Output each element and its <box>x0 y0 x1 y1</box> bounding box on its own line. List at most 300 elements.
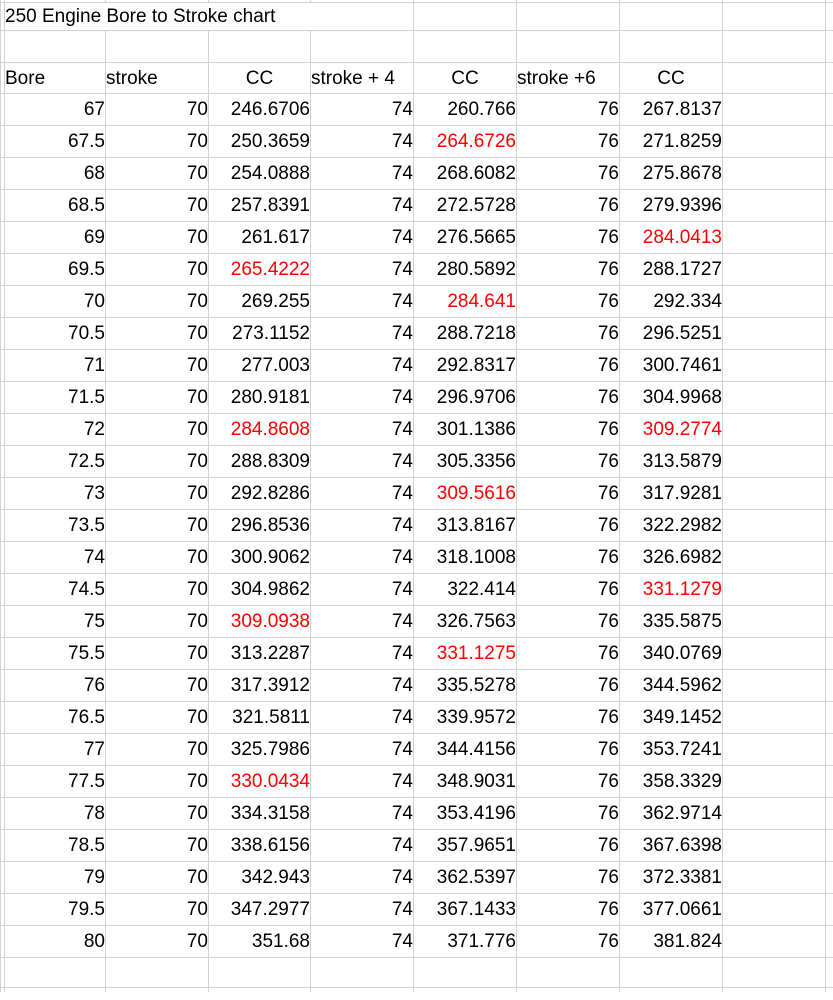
blank-row <box>1 31 833 63</box>
cell[interactable]: 322.2982 <box>620 510 723 542</box>
right-edge-cell <box>826 190 833 222</box>
empty-cell[interactable] <box>311 988 414 993</box>
cell[interactable]: 70 <box>106 190 209 222</box>
empty-cell[interactable] <box>414 3 517 31</box>
table-row <box>1 894 833 926</box>
empty-cell[interactable] <box>723 350 826 382</box>
cell[interactable]: 68 <box>5 158 106 190</box>
cell[interactable]: 381.824 <box>620 926 723 958</box>
empty-cell[interactable] <box>723 926 826 958</box>
right-edge-cell <box>826 478 833 510</box>
empty-cell[interactable] <box>723 798 826 830</box>
cell[interactable]: 246.6706 <box>209 94 311 126</box>
cell[interactable]: 326.6982 <box>620 542 723 574</box>
cell[interactable]: 296.5251 <box>620 318 723 350</box>
table-row <box>1 126 833 158</box>
cell[interactable]: 347.2977 <box>209 894 311 926</box>
cell[interactable]: 74 <box>311 414 414 446</box>
cell[interactable]: 276.5665 <box>414 222 517 254</box>
empty-cell[interactable] <box>723 894 826 926</box>
empty-cell[interactable] <box>723 510 826 542</box>
column-header-stroke4[interactable]: stroke + 4 <box>311 63 414 94</box>
cell[interactable]: 257.8391 <box>209 190 311 222</box>
cell[interactable]: 349.1452 <box>620 702 723 734</box>
empty-cell[interactable] <box>723 158 826 190</box>
cell[interactable]: 74 <box>311 126 414 158</box>
cell[interactable]: 74 <box>311 510 414 542</box>
right-edge-cell <box>826 606 833 638</box>
title-row <box>1 3 833 31</box>
cell[interactable]: 74 <box>5 542 106 574</box>
cell[interactable]: 76 <box>517 638 620 670</box>
empty-cell[interactable] <box>414 958 517 988</box>
right-edge-cell <box>826 94 833 126</box>
cell[interactable]: 335.5278 <box>414 670 517 702</box>
cell[interactable]: 76 <box>517 798 620 830</box>
cell[interactable]: 76 <box>517 478 620 510</box>
cell[interactable]: 339.9572 <box>414 702 517 734</box>
cell[interactable]: 277.003 <box>209 350 311 382</box>
cell[interactable]: 372.3381 <box>620 862 723 894</box>
cell[interactable]: 74 <box>311 350 414 382</box>
empty-cell[interactable] <box>723 382 826 414</box>
cell[interactable]: 74 <box>311 830 414 862</box>
cell[interactable]: 75.5 <box>5 638 106 670</box>
column-header-cc2[interactable]: CC <box>414 63 517 94</box>
right-edge-cell <box>826 350 833 382</box>
column-header-bore[interactable]: Bore <box>5 63 106 94</box>
cell[interactable]: 313.2287 <box>209 638 311 670</box>
cell[interactable]: 284.641 <box>414 286 517 318</box>
cell[interactable]: 273.1152 <box>209 318 311 350</box>
empty-cell[interactable] <box>723 31 826 63</box>
table-row <box>1 382 833 414</box>
cell[interactable]: 71.5 <box>5 382 106 414</box>
cell[interactable]: 76 <box>517 926 620 958</box>
empty-cell[interactable] <box>723 988 826 993</box>
cell[interactable]: 77 <box>5 734 106 766</box>
cell[interactable]: 70 <box>106 94 209 126</box>
right-edge-cell <box>826 446 833 478</box>
cell[interactable]: 331.1275 <box>414 638 517 670</box>
table-row <box>1 158 833 190</box>
right-edge-cell <box>826 894 833 926</box>
cell[interactable]: 76 <box>517 222 620 254</box>
right-edge-cell <box>826 734 833 766</box>
cell[interactable]: 351.68 <box>209 926 311 958</box>
cell[interactable]: 288.8309 <box>209 446 311 478</box>
empty-cell[interactable] <box>723 734 826 766</box>
cell[interactable]: 76 <box>517 414 620 446</box>
empty-cell[interactable] <box>620 31 723 63</box>
empty-cell[interactable] <box>723 606 826 638</box>
empty-cell[interactable] <box>723 702 826 734</box>
cell[interactable]: 70 <box>106 702 209 734</box>
cell[interactable]: 362.9714 <box>620 798 723 830</box>
cell[interactable]: 76 <box>517 382 620 414</box>
cell[interactable]: 74 <box>311 670 414 702</box>
cell[interactable]: 74 <box>311 798 414 830</box>
cell[interactable]: 284.0413 <box>620 222 723 254</box>
table-row <box>1 222 833 254</box>
empty-cell[interactable] <box>723 318 826 350</box>
empty-cell[interactable] <box>414 31 517 63</box>
empty-cell[interactable] <box>106 988 209 993</box>
cell[interactable]: 76 <box>517 702 620 734</box>
cell[interactable]: 76 <box>517 158 620 190</box>
cell[interactable]: 78 <box>5 798 106 830</box>
cell[interactable]: 74 <box>311 254 414 286</box>
table-row <box>1 702 833 734</box>
empty-cell[interactable] <box>723 446 826 478</box>
table-row <box>1 254 833 286</box>
cell[interactable]: 74 <box>311 286 414 318</box>
cell[interactable]: 69.5 <box>5 254 106 286</box>
cell[interactable]: 70 <box>106 158 209 190</box>
cell[interactable]: 74 <box>311 894 414 926</box>
empty-cell[interactable] <box>723 542 826 574</box>
cell[interactable]: 74 <box>311 606 414 638</box>
empty-cell[interactable] <box>723 63 826 94</box>
cell[interactable]: 74 <box>311 190 414 222</box>
empty-cell[interactable] <box>723 638 826 670</box>
cell[interactable]: 272.5728 <box>414 190 517 222</box>
table-row <box>1 830 833 862</box>
cell[interactable]: 70 <box>106 734 209 766</box>
header-row <box>1 63 833 94</box>
cell[interactable]: 67.5 <box>5 126 106 158</box>
cell[interactable]: 357.9651 <box>414 830 517 862</box>
column-header-cc1[interactable]: CC <box>209 63 311 94</box>
empty-cell[interactable] <box>723 830 826 862</box>
cell[interactable]: 70 <box>106 382 209 414</box>
empty-cell[interactable] <box>620 958 723 988</box>
empty-cell[interactable] <box>209 958 311 988</box>
cell[interactable]: 300.7461 <box>620 350 723 382</box>
cell[interactable]: 292.8286 <box>209 478 311 510</box>
column-header-stroke[interactable]: stroke <box>106 63 209 94</box>
cell[interactable]: 309.5616 <box>414 478 517 510</box>
cell[interactable]: 267.8137 <box>620 94 723 126</box>
cell[interactable]: 70 <box>106 286 209 318</box>
cell[interactable]: 70 <box>106 606 209 638</box>
cell[interactable]: 70 <box>106 894 209 926</box>
cell[interactable]: 318.1008 <box>414 542 517 574</box>
cell[interactable]: 305.3356 <box>414 446 517 478</box>
cell[interactable]: 70 <box>106 926 209 958</box>
empty-cell[interactable] <box>620 988 723 993</box>
cell[interactable]: 74 <box>311 734 414 766</box>
cell[interactable]: 76 <box>517 894 620 926</box>
table-row <box>1 414 833 446</box>
cell[interactable]: 76.5 <box>5 702 106 734</box>
cell[interactable]: 321.5811 <box>209 702 311 734</box>
table-row <box>1 190 833 222</box>
cell[interactable]: 70 <box>106 446 209 478</box>
cell[interactable]: 73.5 <box>5 510 106 542</box>
cell[interactable]: 70 <box>106 830 209 862</box>
cell[interactable]: 367.1433 <box>414 894 517 926</box>
cell[interactable]: 331.1279 <box>620 574 723 606</box>
cell[interactable]: 74 <box>311 574 414 606</box>
empty-cell[interactable] <box>723 190 826 222</box>
cell[interactable]: 67 <box>5 94 106 126</box>
cell[interactable]: 301.1386 <box>414 414 517 446</box>
partial-bottom-row <box>1 988 833 993</box>
cell[interactable]: 76 <box>517 286 620 318</box>
cell[interactable]: 344.5962 <box>620 670 723 702</box>
right-edge-cell <box>826 382 833 414</box>
cell[interactable]: 70 <box>106 798 209 830</box>
right-edge-cell <box>826 3 833 31</box>
right-edge-cell <box>826 702 833 734</box>
cell[interactable]: 335.5875 <box>620 606 723 638</box>
cell[interactable]: 358.3329 <box>620 766 723 798</box>
empty-cell[interactable] <box>517 988 620 993</box>
table-row <box>1 94 833 126</box>
cell[interactable]: 70 <box>106 126 209 158</box>
cell[interactable]: 76 <box>517 670 620 702</box>
cell[interactable]: 296.8536 <box>209 510 311 542</box>
table-row <box>1 542 833 574</box>
cell[interactable]: 79 <box>5 862 106 894</box>
cell[interactable]: 76 <box>517 510 620 542</box>
empty-cell[interactable] <box>517 958 620 988</box>
cell[interactable]: 322.414 <box>414 574 517 606</box>
right-edge-cell <box>826 414 833 446</box>
cell[interactable]: 353.4196 <box>414 798 517 830</box>
cell[interactable]: 304.9968 <box>620 382 723 414</box>
cell[interactable]: 76 <box>517 574 620 606</box>
table-row <box>1 606 833 638</box>
cell[interactable]: 275.8678 <box>620 158 723 190</box>
cell[interactable]: 340.0769 <box>620 638 723 670</box>
cell[interactable]: 348.9031 <box>414 766 517 798</box>
cell[interactable]: 75 <box>5 606 106 638</box>
cell[interactable]: 76 <box>517 766 620 798</box>
cell[interactable]: 76 <box>517 862 620 894</box>
empty-cell[interactable] <box>414 988 517 993</box>
right-edge-cell <box>826 222 833 254</box>
cell[interactable]: 288.1727 <box>620 254 723 286</box>
cell[interactable]: 300.9062 <box>209 542 311 574</box>
cell[interactable]: 70 <box>5 286 106 318</box>
empty-cell[interactable] <box>106 958 209 988</box>
cell[interactable]: 309.2774 <box>620 414 723 446</box>
empty-cell[interactable] <box>209 988 311 993</box>
cell[interactable]: 284.8608 <box>209 414 311 446</box>
cell[interactable]: 72 <box>5 414 106 446</box>
cell[interactable]: 76 <box>5 670 106 702</box>
cell[interactable]: 271.8259 <box>620 126 723 158</box>
empty-cell[interactable] <box>723 3 826 31</box>
cell[interactable]: 76 <box>517 606 620 638</box>
cell[interactable]: 317.3912 <box>209 670 311 702</box>
cell[interactable]: 313.8167 <box>414 510 517 542</box>
right-edge-cell <box>826 158 833 190</box>
empty-cell[interactable] <box>723 222 826 254</box>
cell[interactable]: 76 <box>517 126 620 158</box>
cell[interactable]: 70 <box>106 638 209 670</box>
cell[interactable]: 344.4156 <box>414 734 517 766</box>
cell[interactable]: 70.5 <box>5 318 106 350</box>
right-edge-cell <box>826 670 833 702</box>
cell[interactable]: 79.5 <box>5 894 106 926</box>
empty-cell[interactable] <box>723 126 826 158</box>
empty-cell[interactable] <box>209 31 311 63</box>
cell[interactable]: 313.5879 <box>620 446 723 478</box>
cell[interactable]: 73 <box>5 478 106 510</box>
empty-cell[interactable] <box>517 3 620 31</box>
cell[interactable]: 74 <box>311 926 414 958</box>
empty-cell[interactable] <box>723 766 826 798</box>
empty-cell[interactable] <box>723 478 826 510</box>
cell[interactable]: 292.334 <box>620 286 723 318</box>
right-edge-cell <box>826 63 833 94</box>
cell[interactable]: 269.255 <box>209 286 311 318</box>
empty-cell[interactable] <box>723 670 826 702</box>
table-row <box>1 926 833 958</box>
cell[interactable]: 70 <box>106 478 209 510</box>
cell[interactable]: 362.5397 <box>414 862 517 894</box>
cell[interactable]: 70 <box>106 510 209 542</box>
cell[interactable]: 70 <box>106 542 209 574</box>
cell[interactable]: 71 <box>5 350 106 382</box>
cell[interactable]: 74 <box>311 542 414 574</box>
cell[interactable]: 74 <box>311 158 414 190</box>
cell[interactable]: 74 <box>311 638 414 670</box>
cell[interactable]: 76 <box>517 734 620 766</box>
empty-cell[interactable] <box>5 31 106 63</box>
table-row <box>1 638 833 670</box>
column-header-stroke6[interactable]: stroke +6 <box>517 63 620 94</box>
empty-cell[interactable] <box>723 94 826 126</box>
cell[interactable]: 78.5 <box>5 830 106 862</box>
cell[interactable]: 74.5 <box>5 574 106 606</box>
cell[interactable]: 338.6156 <box>209 830 311 862</box>
empty-cell[interactable] <box>311 958 414 988</box>
cell[interactable]: 76 <box>517 350 620 382</box>
cell[interactable]: 68.5 <box>5 190 106 222</box>
cell[interactable]: 254.0888 <box>209 158 311 190</box>
table-row <box>1 734 833 766</box>
cell[interactable]: 326.7563 <box>414 606 517 638</box>
cell[interactable]: 74 <box>311 766 414 798</box>
cell[interactable]: 377.0661 <box>620 894 723 926</box>
empty-cell[interactable] <box>723 254 826 286</box>
cell[interactable]: 292.8317 <box>414 350 517 382</box>
empty-cell[interactable] <box>723 414 826 446</box>
cell[interactable]: 76 <box>517 830 620 862</box>
cell[interactable]: 279.9396 <box>620 190 723 222</box>
cell[interactable]: 74 <box>311 222 414 254</box>
cell[interactable]: 280.9181 <box>209 382 311 414</box>
right-edge-cell <box>826 926 833 958</box>
cell[interactable]: 268.6082 <box>414 158 517 190</box>
cell[interactable]: 70 <box>106 350 209 382</box>
empty-cell[interactable] <box>5 988 106 993</box>
empty-cell[interactable] <box>723 286 826 318</box>
cell[interactable]: 74 <box>311 318 414 350</box>
cell[interactable]: 334.3158 <box>209 798 311 830</box>
cell[interactable]: 260.766 <box>414 94 517 126</box>
empty-cell[interactable] <box>311 31 414 63</box>
empty-cell[interactable] <box>723 574 826 606</box>
cell[interactable]: 296.9706 <box>414 382 517 414</box>
cell[interactable]: 70 <box>106 862 209 894</box>
cell[interactable]: 70 <box>106 222 209 254</box>
table-row <box>1 798 833 830</box>
cell[interactable]: 80 <box>5 926 106 958</box>
empty-cell[interactable] <box>106 31 209 63</box>
cell[interactable]: 250.3659 <box>209 126 311 158</box>
empty-cell[interactable] <box>5 958 106 988</box>
empty-cell[interactable] <box>620 3 723 31</box>
cell[interactable]: 77.5 <box>5 766 106 798</box>
cell[interactable]: 70 <box>106 766 209 798</box>
cell[interactable]: 74 <box>311 702 414 734</box>
cell[interactable]: 280.5892 <box>414 254 517 286</box>
cell[interactable]: 74 <box>311 862 414 894</box>
cell[interactable]: 76 <box>517 94 620 126</box>
cell[interactable]: 70 <box>106 318 209 350</box>
cell[interactable]: 261.617 <box>209 222 311 254</box>
cell[interactable]: 70 <box>106 574 209 606</box>
cell[interactable]: 342.943 <box>209 862 311 894</box>
right-edge-cell <box>826 542 833 574</box>
empty-cell[interactable] <box>723 958 826 988</box>
cell[interactable]: 265.4222 <box>209 254 311 286</box>
column-header-cc3[interactable]: CC <box>620 63 723 94</box>
cell[interactable]: 317.9281 <box>620 478 723 510</box>
cell[interactable]: 325.7986 <box>209 734 311 766</box>
cell[interactable]: 69 <box>5 222 106 254</box>
cell[interactable]: 74 <box>311 478 414 510</box>
right-edge-cell <box>826 510 833 542</box>
cell[interactable]: 76 <box>517 446 620 478</box>
cell[interactable]: 72.5 <box>5 446 106 478</box>
right-edge-cell <box>826 766 833 798</box>
empty-cell[interactable] <box>517 31 620 63</box>
cell[interactable]: 74 <box>311 94 414 126</box>
sheet-title-cell[interactable]: 250 Engine Bore to Stroke chart <box>5 3 414 31</box>
empty-cell[interactable] <box>723 862 826 894</box>
cell[interactable]: 264.6726 <box>414 126 517 158</box>
cell[interactable]: 330.0434 <box>209 766 311 798</box>
cell[interactable]: 371.776 <box>414 926 517 958</box>
cell[interactable]: 309.0938 <box>209 606 311 638</box>
cell[interactable]: 74 <box>311 382 414 414</box>
cell[interactable]: 74 <box>311 446 414 478</box>
cell[interactable]: 76 <box>517 318 620 350</box>
table-row <box>1 766 833 798</box>
cell[interactable]: 70 <box>106 414 209 446</box>
right-edge-cell <box>826 31 833 63</box>
cell[interactable]: 76 <box>517 254 620 286</box>
table-row <box>1 670 833 702</box>
cell[interactable]: 70 <box>106 254 209 286</box>
right-edge-cell <box>826 638 833 670</box>
cell[interactable]: 76 <box>517 190 620 222</box>
cell[interactable]: 70 <box>106 670 209 702</box>
cell[interactable]: 288.7218 <box>414 318 517 350</box>
cell[interactable]: 367.6398 <box>620 830 723 862</box>
cell[interactable]: 76 <box>517 542 620 574</box>
right-edge-cell <box>826 254 833 286</box>
cell[interactable]: 304.9862 <box>209 574 311 606</box>
cell[interactable]: 353.7241 <box>620 734 723 766</box>
table-row <box>1 286 833 318</box>
